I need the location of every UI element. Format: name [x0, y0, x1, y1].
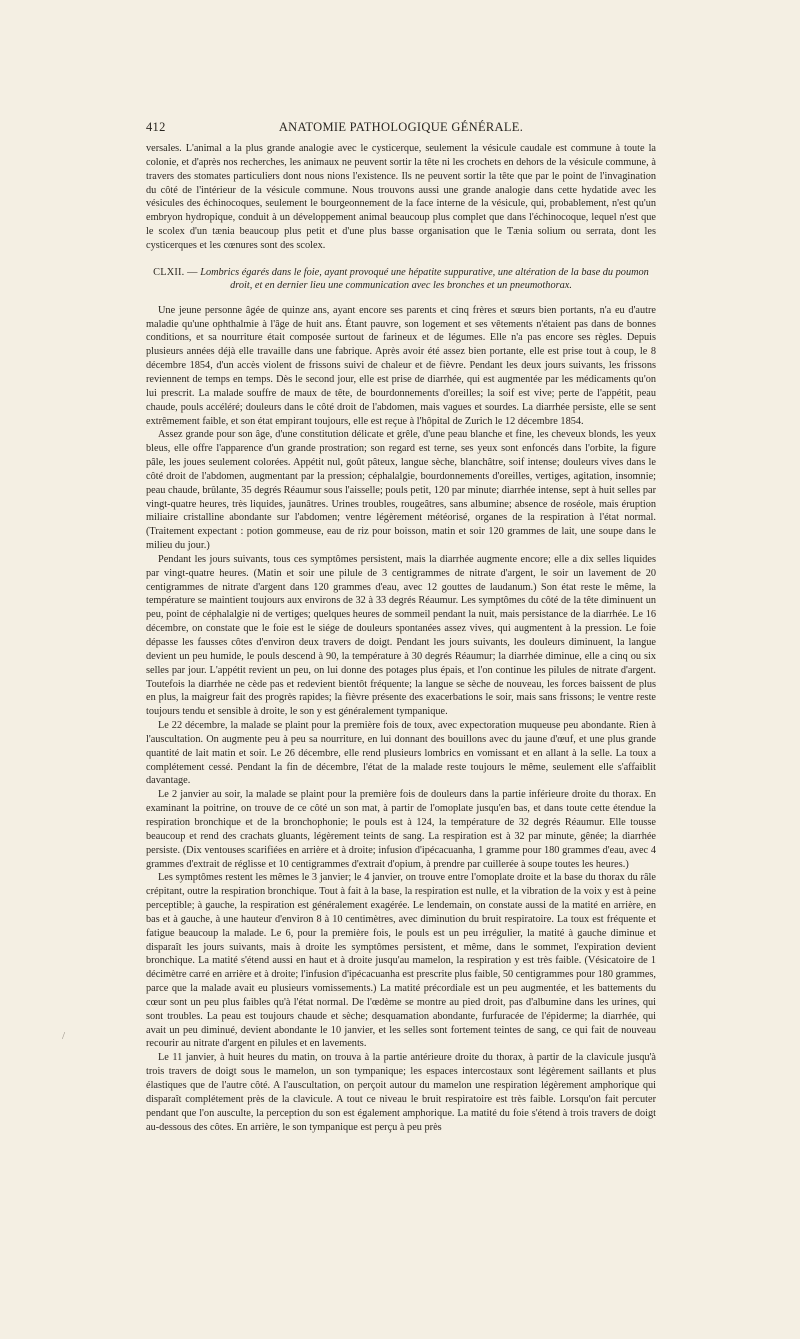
intro-paragraph: versales. L'animal a la plus grande analogie avec le cysticerque, seulement la vésicule caudale est commune à toute la colonie, et d'après nos recherches, les animaux ne peuvent sortir la tête ni les crochets en dehors de la vésicule commune, à travers des stomates particuliers dont nous nions l'existence. Ils ne peuvent sortir la tête que par le point de l'invagination du côté de l'intérieur de la vésicule commune. Nous trouvons aussi une grande analogie dans cette hydatide avec les vésicules des échinocoques, seulement le bourgeonnement de la face interne de la vésicule, qui, probablement, n'est qu'un embryon hydropique, conduit à un développement animal beaucoup plus complet que dans l'échinocoque, lequel n'est que le scolex d'un tænia beaucoup plus petit et d'une plus basse organisation que le Tænia solium ou serrata, dont les cysticerques et les cœnures sont des scolex. — [146, 143, 656, 251]
paragraph: Assez grande pour son âge, d'une constitution délicate et grêle, d'une peau blanche et fine, les cheveux blonds, les yeux bleus, elle offre l'apparence d'un grande prostration; son regard est terne, ses yeux sont enfoncés dans l'orbite, la figure pâle, les joues seulement colorées. Appétit nul, goût pâteux, langue sèche, blanchâtre, soif intense; douleurs vives dans le côté droit de l'abdomen, augmentant par la pression; céphalalgie, bourdonnements d'oreilles, vertiges, agitation, insomnie; peau chaude, brûlante, 35 degrés Réaumur sous l'aisselle; pouls petit, 120 par minute; diarrhée intense, sept à huit selles par vingt-quatre heures, très liquides, jaunâtres. Urines troubles, rougeâtres, sans albumine; absence de roséole, mais éruption miliaire cristalline abondante sur l'abdomen; ventre légèrement météorisé, organes de la respiration à l'état normal. (Traitement expectant : potion gommeuse, eau de riz pour boisson, matin et soir 120 grammes de lait, une soupe dans le milieu du jour.) — [146, 429, 656, 552]
paragraph: Les symptômes restent les mêmes le 3 janvier; le 4 janvier, on trouve entre l'omoplate droite et la base du thorax du râle crépitant, outre la respiration bronchique. Tout à fait à la base, la respiration est nulle, et la vibration de la voix y est à peine perceptible; à gauche, la respiration est généralement exagérée. Le lendemain, on constate aussi de la matité en arrière, en bas et à gauche, à une hauteur d'environ 8 à 10 centimètres, avec diminution du bruit respiratoire. La toux est fréquente et fatigue beaucoup la malade. Le 6, pour la première fois, le pouls est un peu irrégulier, la matité à gauche diminue et disparaît les jours suivants, mais à droite les symptômes persistent, et même, dans le sommet, l'expiration devient bronchique. La matité s'étend aussi en haut et à droite jusqu'au mamelon, la respiration y est très faible. (Vésicatoire de 1 décimètre carré en arrière et à droite; l'infusion d'ipécacuanha est prescrite plus faible, 50 centigrammes pour 180 grammes, parce que la malade avait eu plusieurs vomissements.) La matité précordiale est un peu augmentée, et les battements du cœur sont un peu plus faibles qu'à l'état normal. De l'œdème se montre au pied droit, pas d'albumine dans les urines, qui sont troubles. La peau est toujours chaude et sèche; desquamation abondante, furfuracée de l'épiderme; la diarrhée, qui avait un peu diminué, devient abondante le 10 janvier, et les selles sont fortement teintes de sang, ce qui fait de nouveau recourir au nitrate d'argent en pilules et en lavements. — [146, 872, 656, 1050]
page-header — [146, 120, 656, 140]
paragraph: Pendant les jours suivants, tous ces symptômes persistent, mais la diarrhée augmente encore; elle a dix selles liquides par vingt-quatre heures. (Matin et soir une pilule de 3 centigrammes de nitrate d'argent, le soir un lavement de 20 centigrammes de nitrate d'argent dans 120 grammes d'eau, avec 12 gouttes de laudanum.) Son état reste le même, la température se maintient toujours aux environs de 32 à 33 degrés Réaumur. Les symptômes du côté de la tête diminuent un peu, point de céphalalgie ni de vertiges; quelques heures de sommeil pendant la nuit, mais persistance de la diarrhée. Le 16 décembre, on constate que le foie est le siége de douleurs spontanées assez vives, qui augmentent à la pression. Le foie dépasse les fausses côtes d'environ deux travers de doigt. Pendant les jours suivants, les douleurs diminuent, la langue devient un peu humide, le pouls descend à 90, la température à 30 degrés Réaumur; la diarrhée diminue, elle a cinq ou six selles par jour. L'appétit revient un peu, on lui donne des potages plus épais, et l'on continue les pilules de nitrate d'argent. Toutefois la diarrhée ne cède pas et redevient bientôt fréquente; la langue se sèche de nouveau, les forces baissent de plus en plus, la maigreur fait des progrès rapides; la fièvre présente des exacerbations le soir, mais sans frissons; le ventre reste toujours tendu et sensible à droite, le son y est généralement tympanique. — [146, 553, 656, 718]
page-body — [146, 142, 656, 1134]
paragraph: Le 11 janvier, à huit heures du matin, on trouva à la partie antérieure droite du thorax, à partir de la clavicule jusqu'à trois travers de doigt sous le mamelon, un son tympanique; les espaces intercostaux sont légèrement saillants et plus élastiques que de l'autre côté. A l'auscultation, on perçoit autour du mamelon une respiration légèrement amphorique qui disparaît complétement près de la clavicule. A tout ce niveau le bruit respiratoire est très faible. Lorsqu'on fait percuter pendant que l'on ausculte, la perception du son est également amphorique. La matité du foie s'étend à trois travers de doigt au-dessous des côtes. En arrière, le son tympanique est perçu à peu près — [146, 1052, 656, 1133]
section-heading — [146, 266, 656, 293]
running-title: ANATOMIE PATHOLOGIQUE GÉNÉRALE. — [278, 120, 524, 134]
section-title: Lombrics égarés dans le foie, ayant provoqué une hépatite suppurative, une altération de la base du poumon droit, et en dernier lieu une communication avec les bronches et un pneumothorax. — [200, 266, 649, 292]
margin-pencil-mark: / — [62, 1030, 66, 1042]
paragraph: Le 2 janvier au soir, la malade se plaint pour la première fois de douleurs dans la partie inférieure droite du thorax. En examinant la poitrine, on trouve de ce côté un son mat, à partir de l'omoplate jusqu'en bas, et dans toute cette étendue la respiration bronchique et de la bronchophonie; le pouls est à 124, la température de 32 degrés Réaumur. Elle tousse beaucoup et rend des crachats gluants, légèrement teints de sang. La respiration est à 32 par minute, gênée; la diarrhée persiste. (Dix ventouses scarifiées en arrière et à droite; infusion d'ipécacuanha, 1 gramme pour 180 grammes d'eau, avec 4 grammes d'extrait de réglisse et 10 centigrammes d'extrait d'opium, à prendre par cuillerée à soupe toutes les heures.) — [146, 789, 656, 870]
page-number: 412 — [146, 120, 166, 134]
paragraph: Le 22 décembre, la malade se plaint pour la première fois de toux, avec expectoration muqueuse peu abondante. Rien à l'auscultation. On augmente peu à peu sa nourriture, en lui donnant des bouillons avec du jaune d'œuf, et une plus grande quantité de lait matin et soir. Le 26 décembre, elle rend plusieurs lombrics en vomissant et en allant à la selle. La toux a complétement cessé. Pendant la fin de décembre, l'état de la malade reste toujours le même, seulement elle s'affaiblit davantage. — [146, 720, 656, 787]
section-number: CLXII. — — [153, 266, 198, 278]
paragraph: Une jeune personne âgée de quinze ans, ayant encore ses parents et cinq frères et sœurs bien portants, n'a eu d'autre maladie qu'une ophthalmie à l'âge de huit ans. Étant pauvre, son logement et ses vêtements n'étaient pas dans de bonnes conditions, et sa nourriture était composée surtout de farineux et de légumes. Elle n'a pas encore ses règles. Depuis plusieurs années déjà elle travaille dans une fabrique. Après avoir été assez bien portante, elle est prise tout à coup, le 8 décembre 1854, d'un accès violent de frissons suivi de chaleur et de fièvre. Pendant les deux jours suivants, les frissons reviennent de temps en temps. Dès le second jour, elle est prise de diarrhée, qui est augmentée par les médicaments qu'on lui prescrit. La malade souffre de maux de tête, de bourdonnements d'oreilles; la soif est vive; perte de l'appétit, peau chaude, pouls accéléré; douleurs dans le côté droit de l'abdomen, mais vagues et sourdes. La diarrhée persiste, elle se sent extrêmement faible, et son état empirant toujours, elle est reçue à l'hôpital de Zurich le 12 décembre 1854. — [146, 304, 656, 427]
